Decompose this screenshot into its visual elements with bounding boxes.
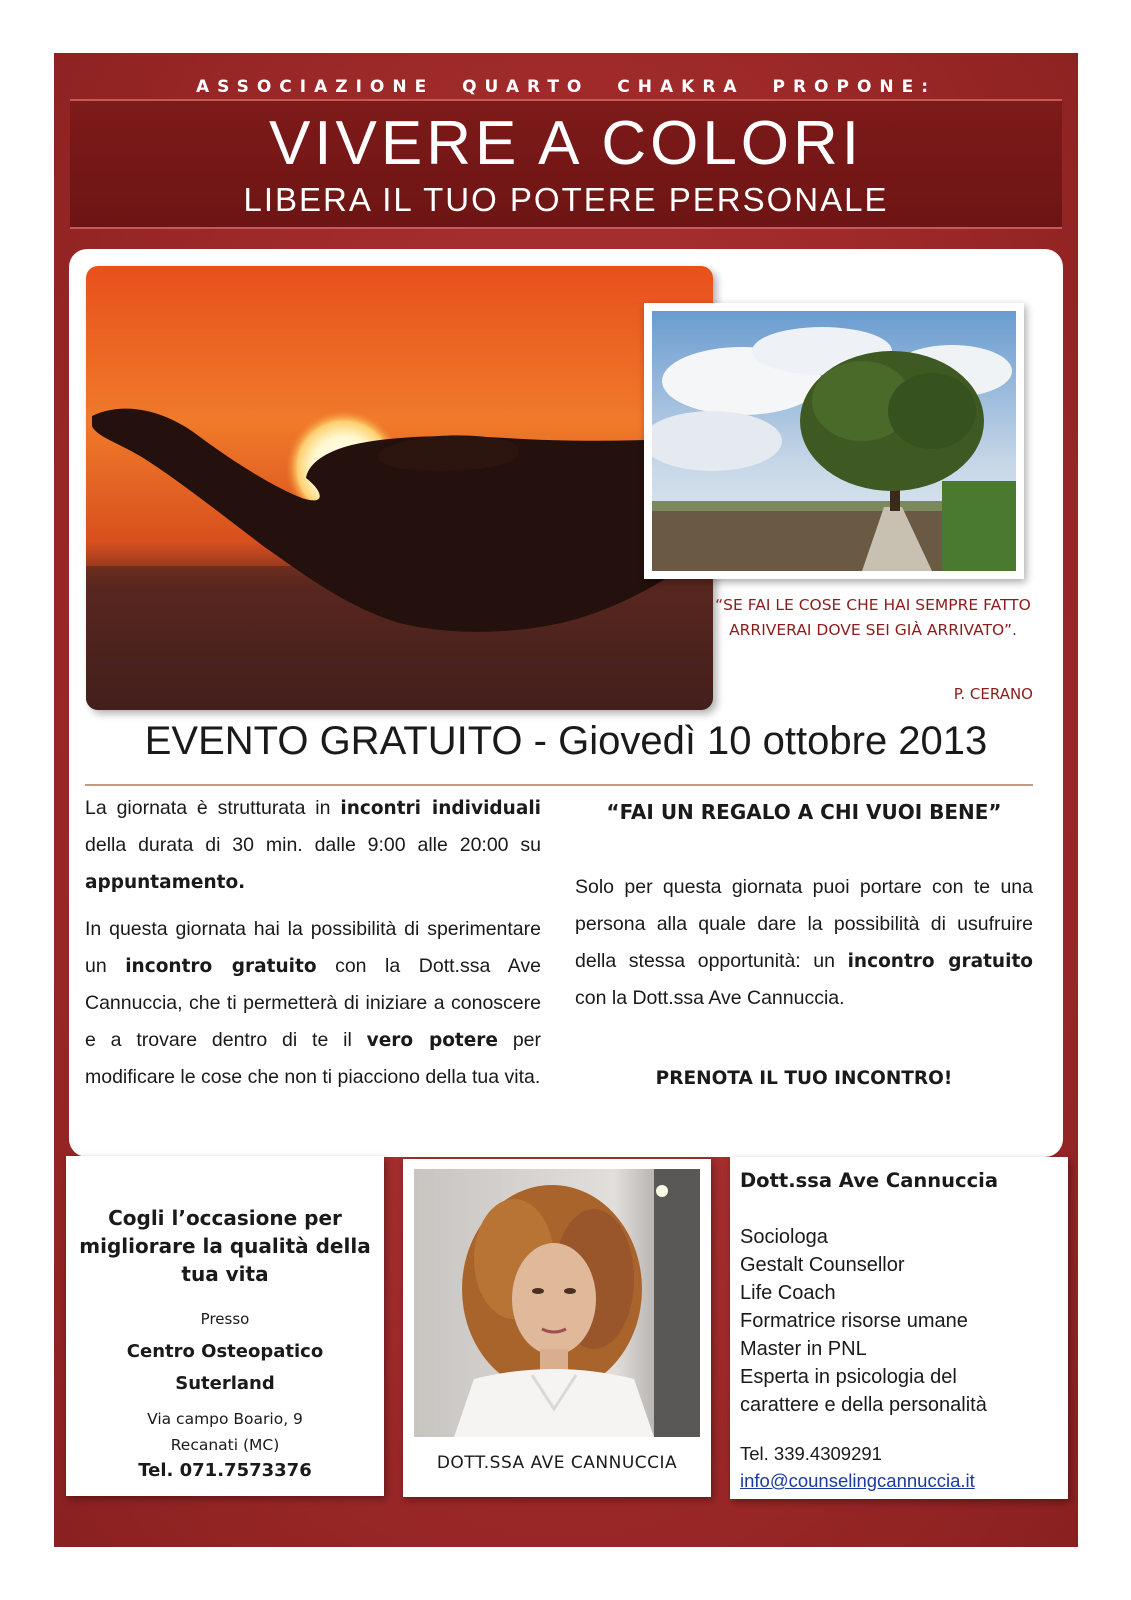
quote-author: P. CERANO <box>953 685 1033 703</box>
paragraph <box>575 869 1033 1017</box>
venue-card <box>66 1156 384 1496</box>
gift-heading: “FAI UN REGALO A CHI VUOI BENE” <box>606 800 1002 824</box>
main-content-card <box>69 249 1063 1157</box>
text-span: della durata di 30 min. dalle 9:00 alle 20:00 su <box>85 834 541 856</box>
profile-roles <box>740 1223 1060 1419</box>
poster-title: VIVERE A COLORI <box>268 109 864 178</box>
booking-call: PRENOTA IL TUO INCONTRO! <box>655 1068 953 1089</box>
role-item: Life Coach <box>740 1282 836 1304</box>
profile-card <box>730 1157 1068 1499</box>
venue-phone: Tel. 071.7573376 <box>138 1460 312 1481</box>
venue-name-line: Centro Osteopatico <box>126 1341 324 1362</box>
role-item: Gestalt Counsellor <box>740 1254 905 1276</box>
paragraph <box>85 911 541 1096</box>
bold-text: appuntamento. <box>85 872 246 893</box>
profile-name: Dott.ssa Ave Cannuccia <box>740 1169 998 1192</box>
tree-landscape-photo <box>652 311 1016 571</box>
event-title: EVENTO GRATUITO - Giovedì 10 ottobre 2013 <box>144 719 988 763</box>
tree-photo-frame <box>644 303 1024 579</box>
address-line: Recanati (MC) <box>170 1436 280 1454</box>
bold-text: incontri individuali <box>340 798 542 819</box>
role-item: Sociologa <box>740 1226 828 1248</box>
bold-text: incontro gratuito <box>125 956 317 977</box>
divider <box>85 784 1033 786</box>
quote-text: “SE FAI LE COSE CHE HAI SEMPRE FATTO ARRIVERAI DOVE SEI GIÀ ARRIVATO”. <box>715 596 1031 639</box>
text-span: La giornata è strutturata in <box>85 797 341 819</box>
role-item: Master in PNL <box>740 1338 867 1360</box>
text-span: con la Dott.ssa Ave Cannuccia, che ti permetterà di iniziare a conoscere e a trovare dentro di te il <box>85 955 541 1051</box>
left-column-text <box>85 790 541 1106</box>
bold-text: vero potere <box>366 1030 498 1051</box>
venue-name <box>96 1336 354 1400</box>
association-line: ASSOCIAZIONE QUARTO CHAKRA PROPONE: <box>195 77 937 97</box>
venue-name-line: Suterland <box>175 1373 275 1394</box>
text-span: Solo per questa giornata puoi portare con te una persona alla quale dare la possibilità di usufruire della stessa opportunità: un <box>575 876 1033 972</box>
poster-background <box>54 53 1078 1547</box>
role-item: carattere e della personalità <box>740 1394 987 1416</box>
address-line: Via campo Boario, 9 <box>147 1410 303 1428</box>
right-column-text <box>575 869 1033 1017</box>
portrait-photo <box>414 1169 700 1437</box>
text-span: con la Dott.ssa Ave Cannuccia. <box>575 987 845 1009</box>
venue-address <box>66 1406 384 1458</box>
portrait-caption: DOTT.SSA AVE CANNUCCIA <box>436 1453 678 1473</box>
text-span: per modificare le cose che non ti piacciono della tua vita. <box>85 1029 542 1088</box>
poster-subtitle: LIBERA IL TUO POTERE PERSONALE <box>243 181 889 218</box>
email-link[interactable]: info@counselingcannuccia.it <box>740 1470 975 1491</box>
venue-presso: Presso <box>200 1310 250 1328</box>
venue-headline: Cogli l’occasione per migliorare la qualità della tua vita <box>79 1206 371 1286</box>
role-item: Esperta in psicologia del <box>740 1366 957 1388</box>
portrait-card <box>403 1159 711 1497</box>
profile-phone: Tel. 339.4309291 <box>740 1443 882 1464</box>
text-span: In questa giornata hai la possibilità di sperimentare un <box>85 918 541 977</box>
role-item: Formatrice risorse umane <box>740 1310 968 1332</box>
paragraph <box>85 790 541 901</box>
bold-text: incontro gratuito <box>847 951 1033 972</box>
sunset-hand-photo <box>86 266 713 710</box>
